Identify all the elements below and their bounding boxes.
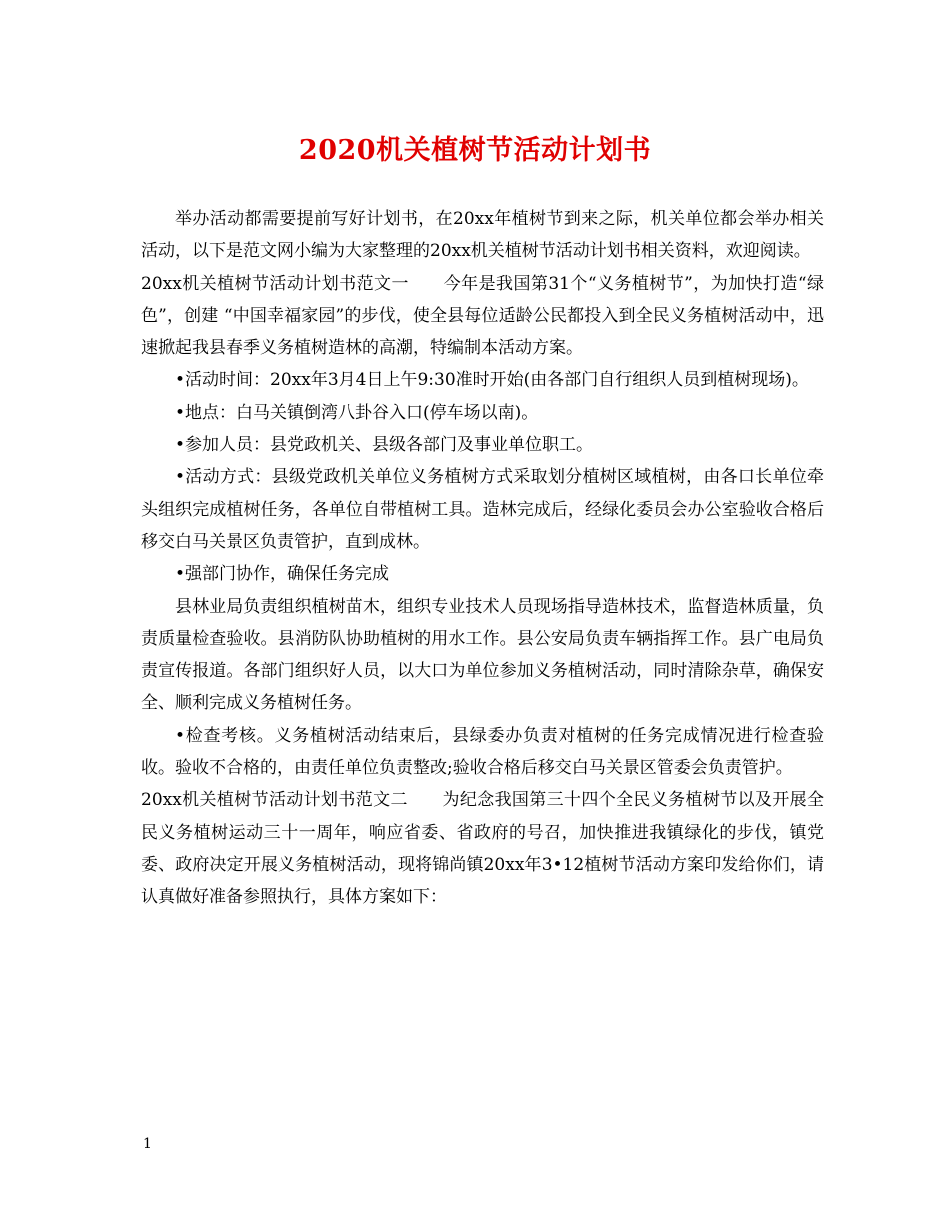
document-body xyxy=(141,203,824,914)
paragraph: •活动方式：县级党政机关单位义务植树方式采取划分植树区域植树，由各口长单位牵头组织完成植树任务，各单位自带植树工具。造林完成后，经绿化委员会办公室验收合格后移交白马关景区负责管护，直到成林。 xyxy=(141,467,824,552)
paragraph: 20xx机关植树节活动计划书范文一 今年是我国第31个“义务植树节”，为加快打造“绿色”，创建 “中国幸福家园”的步伐，使全县每位适龄公民都投入到全民义务植树活动中，迅速掀起我县春季义务植树造林的高潮，特编制本活动方案。 xyxy=(141,273,824,359)
paragraph: 举办活动都需要提前写好计划书，在20xx年植树节到来之际，机关单位都会举办相关活动，以下是范文网小编为大家整理的20xx机关植树节活动计划书相关资料，欢迎阅读。 xyxy=(141,209,824,262)
paragraph: •参加人员：县党政机关、县级各部门及事业单位职工。 xyxy=(175,435,594,456)
page-number: 1 xyxy=(143,1136,152,1152)
paragraph: •强部门协作，确保任务完成 xyxy=(175,564,390,585)
paragraph: •活动时间：20xx年3月4日上午9:30准时开始(由各部门自行组织人员到植树现场)。 xyxy=(175,370,809,391)
document-title: 2020机关植树节活动计划书 xyxy=(298,135,652,166)
paragraph: 县林业局负责组织植树苗木，组织专业技术人员现场指导造林技术，监督造林质量，负责质量检查验收。县消防队协助植树的用水工作。县公安局负责车辆指挥工作。县广电局负责宣传报道。各部门组织好人员，以大口为单位参加义务植树活动，同时清除杂草，确保安全、顺利完成义务植树任务。 xyxy=(141,596,824,714)
paragraph: •检查考核。义务植树活动结束后，县绿委办负责对植树的任务完成情况进行检查验收。验收不合格的，由责任单位负责整改;验收合格后移交白马关景区管委会负责管护。 xyxy=(141,725,824,779)
paragraph: 20xx机关植树节活动计划书范文二 为纪念我国第三十四个全民义务植树节以及开展全民义务植树运动三十一周年，响应省委、省政府的号召，加快推进我镇绿化的步伐，镇党委、政府决定开展义务植树活动，现将锦尚镇20xx年3•12植树节活动方案印发给你们，请认真做好准备参照执行，具体方案如下： xyxy=(141,790,824,908)
paragraph: •地点：白马关镇倒湾八卦谷入口(停车场以南)。 xyxy=(175,402,539,423)
